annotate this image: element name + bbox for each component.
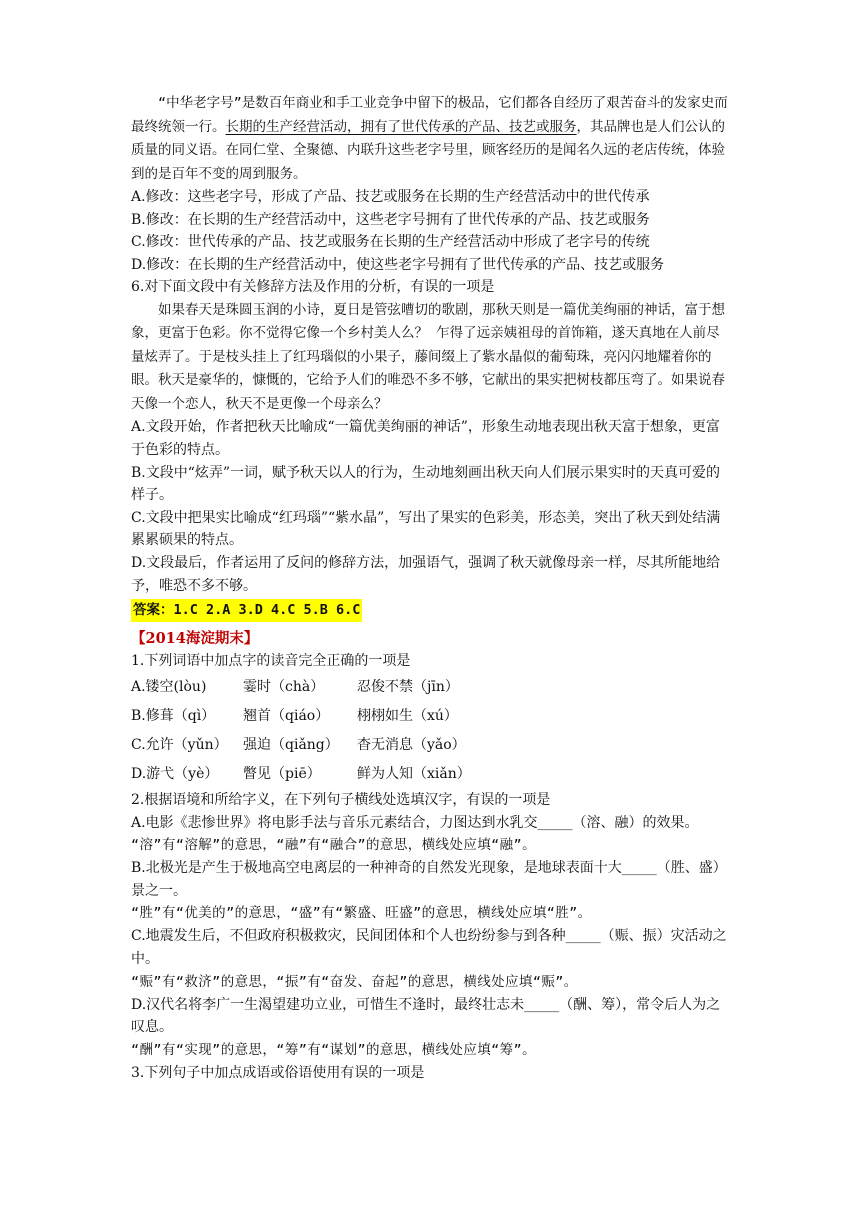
h1-d-word1: D.游弋（yè） [131, 766, 219, 782]
q6-stem: 6.对下面文段中有关修辞方法及作用的分析，有误的一项是 [131, 279, 495, 296]
h1-a-word1: A.镂空(lòu) [131, 679, 207, 695]
h2-option-d: D.汉代名将李广一生渴望建功立业，可惜生不逢时，最终壮志未_____（酬、筹），常令后人为之叹息。 [131, 996, 721, 1036]
h2-explanation-d: “酬”有“实现”的意思，“筹”有“谋划”的意思，横线处应填“筹”。 [131, 1041, 536, 1058]
h1-stem: 1.下列词语中加点字的读音完全正确的一项是 [131, 653, 411, 670]
h1-options [131, 673, 731, 789]
q5-underlined-sentence: 长期的生产经营活动，拥有了世代传承的产品、技艺或服务 [225, 118, 577, 135]
h1-option-row [131, 673, 731, 702]
h1-c-word1: C.允许（yǔn） [131, 737, 228, 753]
h1-b-word1: B.修葺（qì） [131, 708, 216, 724]
q6-option-d: D.文段最后，作者运用了反问的修辞方法，加强语气，强调了秋天就像母亲一样，尽其所能地给予，唯恐不多不够。 [131, 555, 721, 594]
document-page [131, 92, 731, 1084]
q6-option-c: C.文段中把果实比喻成“红玛瑙”“紫水晶”，写出了果实的色彩美，形态美，突出了秋天到处结满累累硕果的特点。 [131, 509, 721, 549]
h2-explanation-b: “胜”有“优美的”的意思，“盛”有“繁盛、旺盛”的意思，横线处应填“胜”。 [131, 905, 592, 922]
q5-passage-tail: ，其品牌也是人们公认的质量的同义语。在同仁堂、全聚德、内联升这些老字号里，顾客经历的是闻名久远的老店传统，体验到的是百年不变的周到服务。 [131, 118, 725, 182]
h1-b-word3: 栩栩如生（xú） [357, 708, 458, 724]
h1-option-row [131, 760, 731, 789]
h2-explanation-a: “溶”有“溶解”的意思，“融”有“融合”的意思，横线处应填“融”。 [131, 837, 536, 854]
h2-stem: 2.根据语境和所给字义，在下列句子横线处选填汉字，有误的一项是 [131, 792, 551, 808]
h2-explanation-c: “赈”有“救济”的意思，“振”有“奋发、奋起”的意思，横线处应填“赈”。 [131, 973, 578, 990]
h1-c-word2: 强迫（qiǎng） [243, 737, 339, 753]
h1-b-word2: 翘首（qiáo） [243, 708, 330, 724]
h2-option-a: A.电影《悲惨世界》将电影手法与音乐元素结合，力图达到水乳交_____（溶、融）的效果。 [131, 814, 699, 831]
answer-key: 答案：1.C 2.A 3.D 4.C 5.B 6.C [131, 599, 362, 622]
q5-option-b: B.修改：在长期的生产经营活动中，这些老字号拥有了世代传承的产品、技艺或服务 [131, 211, 650, 228]
q5-passage [131, 92, 731, 186]
h1-option-row [131, 731, 731, 760]
h2-option-b: B.北极光是产生于极地高空电离层的一种神奇的自然发光现象，是地球表面十大_____（胜、盛）景之一。 [131, 860, 727, 899]
section-title: 【2014海淀期末】 [131, 629, 259, 647]
h1-c-word3: 杳无消息（yǎo） [357, 737, 466, 753]
q6-option-b: B.文段中“炫弄”一词，赋予秋天以人的行为，生动地刻画出秋天向人们展示果实时的天真可爱的样子。 [131, 464, 721, 504]
h1-a-word3: 忍俊不禁（jīn） [357, 679, 459, 695]
q5-option-a: A.修改：这些老字号，形成了产品、技艺或服务在长期的生产经营活动中的世代传承 [131, 189, 650, 205]
q5-option-c: C.修改：世代传承的产品、技艺或服务在长期的生产经营活动中形成了老字号的传统 [131, 234, 650, 251]
h3-stem: 3.下列句子中加点成语或俗语使用有误的一项是 [131, 1064, 425, 1081]
h1-option-row [131, 702, 731, 731]
q5-passage-intro: “中华老字号”是数百年商业和手工业竞争中留下的极品，它们都各自经历了艰苦奋斗的发家史而最终统领一行。 [131, 95, 728, 135]
q5-option-d: D.修改：在长期的生产经营活动中，使这些老字号拥有了世代传承的产品、技艺或服务 [131, 256, 665, 273]
q6-passage: 如果春天是珠圆玉润的小诗，夏日是管弦嘈切的歌剧，那秋天则是一篇优美绚丽的神话，富于想象，更富于色彩。你不觉得它像一个乡村美人么？ 乍得了远亲姨祖母的首饰箱，遂天真地在人前尽量炫弄了。于是枝头挂上了红玛瑙似的小果子，藤间缀上了紫水晶似的葡萄珠，亮闪闪地耀着你的眼。秋天是豪华的，慷慨的，它给予人们的唯恐不多不够，它献出的果实把树枝都压弯了。如果说春天像一个恋人，秋天不是更像一个母亲么？ [131, 301, 725, 412]
h1-d-word3: 鲜为人知（xiǎn） [357, 766, 471, 782]
h2-option-c: C.地震发生后，不但政府积极救灾，民间团体和个人也纷纷参与到各种_____（赈、振）灾活动之中。 [131, 928, 727, 967]
h1-d-word2: 瞥见（piē） [243, 766, 321, 782]
h1-a-word2: 霎时（chà） [243, 679, 325, 695]
q6-option-a: A.文段开始，作者把秋天比喻成“一篇优美绚丽的神话”，形象生动地表现出秋天富于想象，更富于色彩的特点。 [131, 419, 720, 459]
